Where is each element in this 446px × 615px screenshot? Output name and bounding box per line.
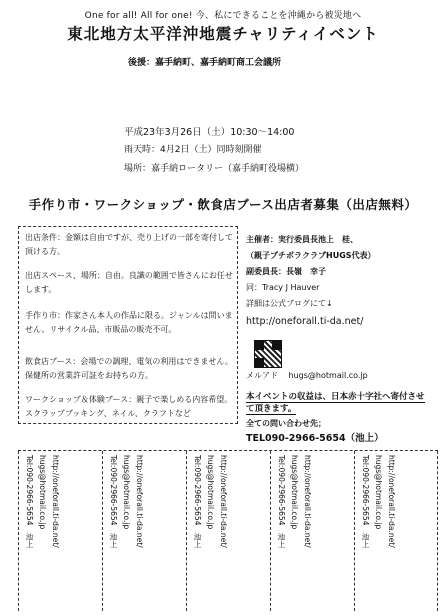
conditions-box (18, 226, 238, 424)
condition-space: 出店スペース、場所：自由。良識の範囲で皆さんにお任せします。 (25, 271, 233, 294)
tab-mail: hugs@hotmail.co.jp (374, 455, 383, 530)
page-title: 東北地方太平洋沖地震チャリティイベント (67, 25, 379, 43)
tab-mail: hugs@hotmail.co.jp (38, 455, 47, 530)
condition-workshop: ワークショップ＆体験ブース：親子で楽しめる内容希望。スクラップブッキング、ネイル、クラフトなど (25, 395, 233, 418)
tab-url: http://oneforall.ti-da.net/ (135, 455, 144, 548)
tagline: One for all! All for one! 今、私にできることを沖縄から被災地へ (84, 11, 362, 21)
tab-url: http://oneforall.ti-da.net/ (387, 455, 396, 548)
tear-off-tab[interactable] (102, 451, 186, 611)
organizer-chair: 主催者：実行委員長池上 桂、 (246, 235, 358, 244)
qr-code-icon (254, 340, 282, 368)
condition-handmade: 手作り市：作家さん本人の作品に限る。ジャンルは問いません。リサイクル品、市販品の販売不可。 (25, 311, 233, 334)
contact-panel (242, 226, 438, 428)
tab-tel: Tel:090-2966-5654 池上 (277, 455, 286, 548)
contact-tel: TEL090-2966-5654（池上） (246, 433, 384, 444)
tab-url: http://oneforall.ti-da.net/ (219, 455, 228, 548)
tab-tel: Tel:090-2966-5654 池上 (25, 455, 34, 548)
tear-off-tab[interactable] (354, 451, 438, 611)
email-line: メルアド hugs@hotmail.co.jp (246, 371, 368, 380)
recruit-heading: 手作り市・ワークショップ・飲食店ブース出店者募集（出店無料） (28, 197, 418, 212)
rain-date: 雨天時：4月2日（土）同時刻開催 (124, 145, 262, 155)
donation-notice (246, 391, 432, 415)
condition-fee: 出店条件：金額は自由ですが、売り上げの一部を寄付して頂ける方。 (25, 233, 233, 256)
tab-tel: Tel:090-2966-5654 池上 (193, 455, 202, 548)
blog-link[interactable]: http://oneforall.ti-da.net/ (246, 316, 364, 327)
tab-tel: Tel:090-2966-5654 池上 (109, 455, 118, 548)
condition-food: 飲食店ブース：会場での調理、電気の利用はできません。保健所の営業許可証をお持ちの方。 (25, 357, 233, 380)
tear-off-tab[interactable] (270, 451, 354, 611)
tear-off-tab[interactable] (186, 451, 270, 611)
donation-text: 本イベントの収益は、日本赤十字社へ寄付させて頂きます。 (246, 392, 425, 414)
vice-chair-2: 同：Tracy J Hauver (246, 283, 320, 292)
tab-mail: hugs@hotmail.co.jp (122, 455, 131, 530)
tab-tel: Tel:090-2966-5654 池上 (361, 455, 370, 548)
event-venue: 場所：嘉手納ロータリー（嘉手納町役場横） (124, 164, 305, 174)
event-date: 平成23年3月26日（土）10:30～14:00 (124, 127, 295, 138)
inquiry-label: 全ての問い合わせ先； (246, 419, 326, 428)
organizer-group: （親子プチボラクラブHUGS代表） (246, 251, 376, 260)
tab-url: http://oneforall.ti-da.net/ (303, 455, 312, 548)
tab-mail: hugs@hotmail.co.jp (206, 455, 215, 530)
tear-off-tab[interactable] (18, 451, 102, 611)
organizers: 後援：嘉手納町、嘉手納町商工会議所 (128, 58, 282, 68)
tab-mail: hugs@hotmail.co.jp (290, 455, 299, 530)
tear-off-tabs (18, 450, 438, 611)
vice-chair: 副委員長：長嶺 幸子 (246, 267, 326, 276)
tab-url: http://oneforall.ti-da.net/ (51, 455, 60, 548)
details-note: 詳細は公式ブログにて↓ (246, 299, 333, 308)
